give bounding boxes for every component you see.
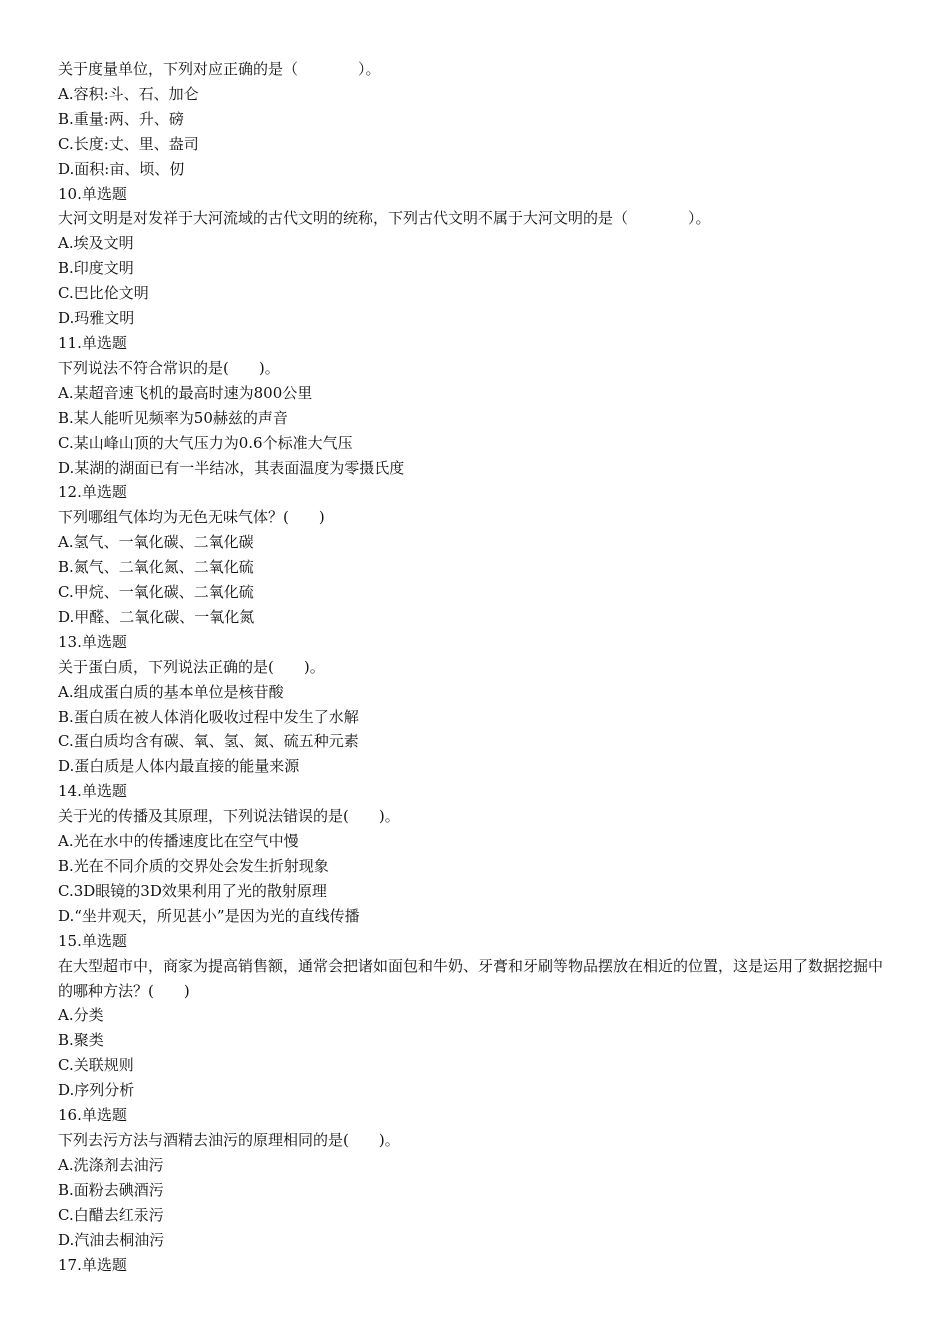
option-c: C.巴比伦文明 bbox=[58, 284, 149, 303]
option-b: B.蛋白质在被人体消化吸收过程中发生了水解 bbox=[58, 707, 359, 726]
option-d: D.某湖的湖面已有一半结冰，其表面温度为零摄氏度 bbox=[58, 458, 405, 477]
option-c: C.甲烷、一氧化碳、二氧化硫 bbox=[58, 583, 254, 602]
question-stem: 下列去污方法与酒精去油污的原理相同的是( )。 bbox=[58, 1130, 400, 1149]
option-b: B.光在不同介质的交界处会发生折射现象 bbox=[58, 857, 329, 875]
question-header: 14.单选题 bbox=[58, 782, 127, 801]
option-b: B.重量:两、升、磅 bbox=[58, 109, 184, 128]
option-d: D.甲醛、二氧化碳、一氧化氮 bbox=[58, 607, 255, 626]
option-d: D.面积:亩、顷、仞 bbox=[58, 159, 185, 178]
document-page bbox=[58, 57, 888, 1277]
question-stem: 关于光的传播及其原理，下列说法错误的是( )。 bbox=[58, 807, 400, 826]
option-a: A.组成蛋白质的基本单位是核苷酸 bbox=[58, 682, 284, 701]
question-stem: 下列哪组气体均为无色无味气体？( ) bbox=[58, 508, 325, 527]
question-header: 15.单选题 bbox=[58, 931, 127, 950]
option-d: D.序列分析 bbox=[58, 1081, 135, 1100]
option-c: C.白醋去红汞污 bbox=[58, 1205, 164, 1224]
option-d: D.汽油去桐油污 bbox=[58, 1230, 165, 1249]
option-b: B.聚类 bbox=[58, 1031, 104, 1050]
question-stem: 在大型超市中，商家为提高销售额，通常会把诸如面包和牛奶、牙膏和牙刷等物品摆放在相近的位置，这是运用了数据挖掘中的哪种方法？( ) bbox=[58, 956, 884, 1000]
option-c: C.长度:丈、里、盎司 bbox=[58, 134, 199, 153]
question-header: 11.单选题 bbox=[58, 333, 127, 352]
option-d: D.“坐井观天，所见甚小”是因为光的直线传播 bbox=[58, 906, 360, 925]
question-stem: 关于度量单位，下列对应正确的是（ ）。 bbox=[58, 60, 381, 78]
question-header: 13.单选题 bbox=[58, 632, 127, 651]
question-header: 12.单选题 bbox=[58, 483, 127, 502]
question-stem: 下列说法不符合常识的是( )。 bbox=[58, 358, 280, 377]
option-b: B.印度文明 bbox=[58, 259, 134, 278]
question-stem: 关于蛋白质，下列说法正确的是( )。 bbox=[58, 657, 325, 676]
question-stem: 大河文明是对发祥于大河流域的古代文明的统称，下列古代文明不属于大河文明的是（ ）。 bbox=[58, 209, 711, 228]
option-a: A.分类 bbox=[58, 1006, 104, 1025]
option-c: C.关联规则 bbox=[58, 1056, 134, 1075]
option-a: A.容积:斗、石、加仑 bbox=[58, 84, 199, 103]
question-header: 16.单选题 bbox=[58, 1106, 127, 1125]
question-header: 10.单选题 bbox=[58, 184, 127, 203]
option-b: B.某人能听见频率为50赫兹的声音 bbox=[58, 408, 288, 427]
option-c: C.3D眼镜的3D效果利用了光的散射原理 bbox=[58, 881, 327, 900]
option-b: B.面粉去碘酒污 bbox=[58, 1180, 164, 1199]
option-a: A.洗涤剂去油污 bbox=[58, 1155, 164, 1174]
option-a: A.氢气、一氧化碳、二氧化碳 bbox=[58, 533, 254, 552]
option-a: A.光在水中的传播速度比在空气中慢 bbox=[58, 832, 299, 851]
option-d: D.玛雅文明 bbox=[58, 309, 135, 328]
option-c: C.蛋白质均含有碳、氧、氢、氮、硫五种元素 bbox=[58, 732, 359, 751]
option-a: A.某超音速飞机的最高时速为800公里 bbox=[58, 383, 313, 402]
option-a: A.埃及文明 bbox=[58, 234, 134, 253]
option-c: C.某山峰山顶的大气压力为0.6个标准大气压 bbox=[58, 433, 353, 452]
question-header: 17.单选题 bbox=[58, 1255, 127, 1274]
option-b: B.氮气、二氧化氮、二氧化硫 bbox=[58, 558, 254, 577]
option-d: D.蛋白质是人体内最直接的能量来源 bbox=[58, 757, 300, 776]
